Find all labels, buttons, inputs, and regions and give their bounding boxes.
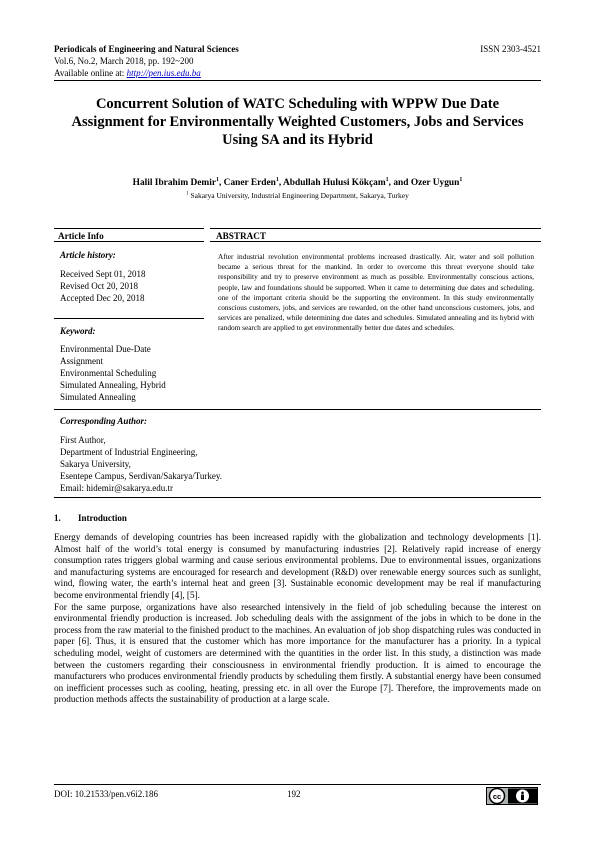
keyword-item: Environmental Scheduling xyxy=(60,368,157,378)
history-item: Accepted Dec 20, 2018 xyxy=(60,293,145,303)
history-item: Received Sept 01, 2018 xyxy=(60,269,146,279)
divider xyxy=(54,409,541,410)
paper-title: Concurrent Solution of WATC Scheduling with WPPW Due Date Assignment for Environmentally Weighted Customers, Jobs and Services Using SA and its Hybrid xyxy=(71,96,524,148)
page-number: 192 xyxy=(287,789,301,799)
corresponding-author-label: Corresponding Author: xyxy=(60,416,147,426)
journal-link[interactable]: http://pen.ius.edu.ba xyxy=(126,68,201,78)
keyword-item: Simulated Annealing xyxy=(60,392,136,402)
cc-by-icon xyxy=(486,787,538,805)
corresponding-email: Email: hidemir@sakarya.edu.tr xyxy=(60,483,174,493)
section-number: 1. xyxy=(54,513,61,523)
corresponding-author xyxy=(60,434,222,494)
article-history xyxy=(60,268,145,304)
keyword-item: Assignment xyxy=(60,356,104,366)
keyword-item: Environmental Due-Date xyxy=(60,344,151,354)
author-list: Halil Ibrahim Demir$^1$, Caner Erden$^1$, Abdullah Hulusi Kökçam$^1$, and Ozer Uygun$^1$ xyxy=(132,177,463,189)
journal-name: Periodicals of Engineering and Natural Sciences xyxy=(54,44,239,54)
article-history-label: Article history: xyxy=(60,250,116,260)
available-prefix: Available online at: xyxy=(54,68,127,78)
doi: DOI: 10.21533/pen.v6i2.186 xyxy=(54,789,158,799)
corresponding-line: Department of Industrial Engineering, xyxy=(60,447,198,457)
history-item: Revised Oct 20, 2018 xyxy=(60,281,138,291)
section-title: Introduction xyxy=(78,513,127,523)
corresponding-line: Esentepe Campus, Serdivan/Sakarya/Turkey. xyxy=(60,471,223,481)
abstract-text: After industrial revolution environmental problems increased drastically. Air, water and soil pollution became a serious threat for the mankind. In order to overcome this threat everyone should take responsibility and try to preserve environment as much as possible. Environmentally conscious actions, people, law and foundations should be supported. When it came to determining due dates and scheduling, one of the important criteria should be the supporting the environment. In this study environmentally conscious customers, jobs, and services are rewarded, on the other hand unconscious customers, jobs, and services are penalized, while determining due dates and schedules. Simulated annealing and its hybrid with random search are applied to get environmentally better due dates and schedules. xyxy=(218,252,534,333)
svg-text:cc: cc xyxy=(492,792,502,801)
paragraph: Energy demands of developing countries has been increased rapidly with the globalization and technology developments [1]. Almost half of the world’s total energy is consumed by manufacturing industries [2]. Relatively rapid increase of energy consumption rates triggers global warming and cause serious environmental problems. Due to environmental issues, organizations and manufacturing systems are encouraged for research and development (R&D) over renewable energy sources such as sunlight, wind, flowing water, the earth’s internal heat and green [3]. Sustainable economic development may be real if manufacturing become environmental friendly [4], [5]. xyxy=(54,532,541,600)
footer-rule xyxy=(54,784,541,785)
corresponding-line: First Author, xyxy=(60,435,106,445)
keyword-item: Simulated Annealing, Hybrid xyxy=(60,380,166,390)
author-name: Ozer Uygun xyxy=(410,178,460,189)
issn: ISSN 2303-4521 xyxy=(480,44,541,54)
author-name: Abdullah Hulusi Kökçam xyxy=(283,178,386,189)
article-info-heading: Article Info xyxy=(54,228,204,242)
corresponding-line: Sakarya University, xyxy=(60,459,131,469)
keyword-list xyxy=(60,343,210,403)
paragraph: For the same purpose, organizations have also researched intensively in the field of job scheduling because the interest on environmental friendly production is increased. Job scheduling deals with the assignment of the jobs in which to be done in the process from the raw material to the finished product to the machines. An evaluation of job shop dispatching rules was conducted in paper [6]. Thus, it is ensured that the customer which has more importance for the manufacturer has a priority. In a typical scheduling model, weight of customers are determined with the quantities in the order list. In this study, a distinction was made between the customers regarding their consciousness in environmental friendly production. It is aimed to encourage the manufacturers who produces environmental friendly products by scheduling them firstly. A substantial energy have been consumed on inefficient processes such as cooling, heating, pressing etc. in all over the Europe [7]. Therefore, the improvements made on production methods affects the sustainability of production at a large scale. xyxy=(54,601,541,705)
author-name: Halil Ibrahim Demir xyxy=(132,178,216,189)
volume-info: Vol.6, No.2, March 2018, pp. 192~200 xyxy=(54,56,194,66)
keyword-label: Keyword: xyxy=(60,326,96,336)
abstract-heading: ABSTRACT xyxy=(210,228,541,242)
affiliation: $^1$ Sakarya University, Industrial Engineering Department, Sakarya, Turkey xyxy=(186,191,409,200)
section-heading xyxy=(54,513,127,523)
header-rule xyxy=(54,80,541,81)
section-body xyxy=(54,532,541,706)
divider xyxy=(54,497,541,498)
author-name: Caner Erden xyxy=(223,178,276,189)
available-online xyxy=(54,68,201,78)
divider xyxy=(54,318,204,319)
